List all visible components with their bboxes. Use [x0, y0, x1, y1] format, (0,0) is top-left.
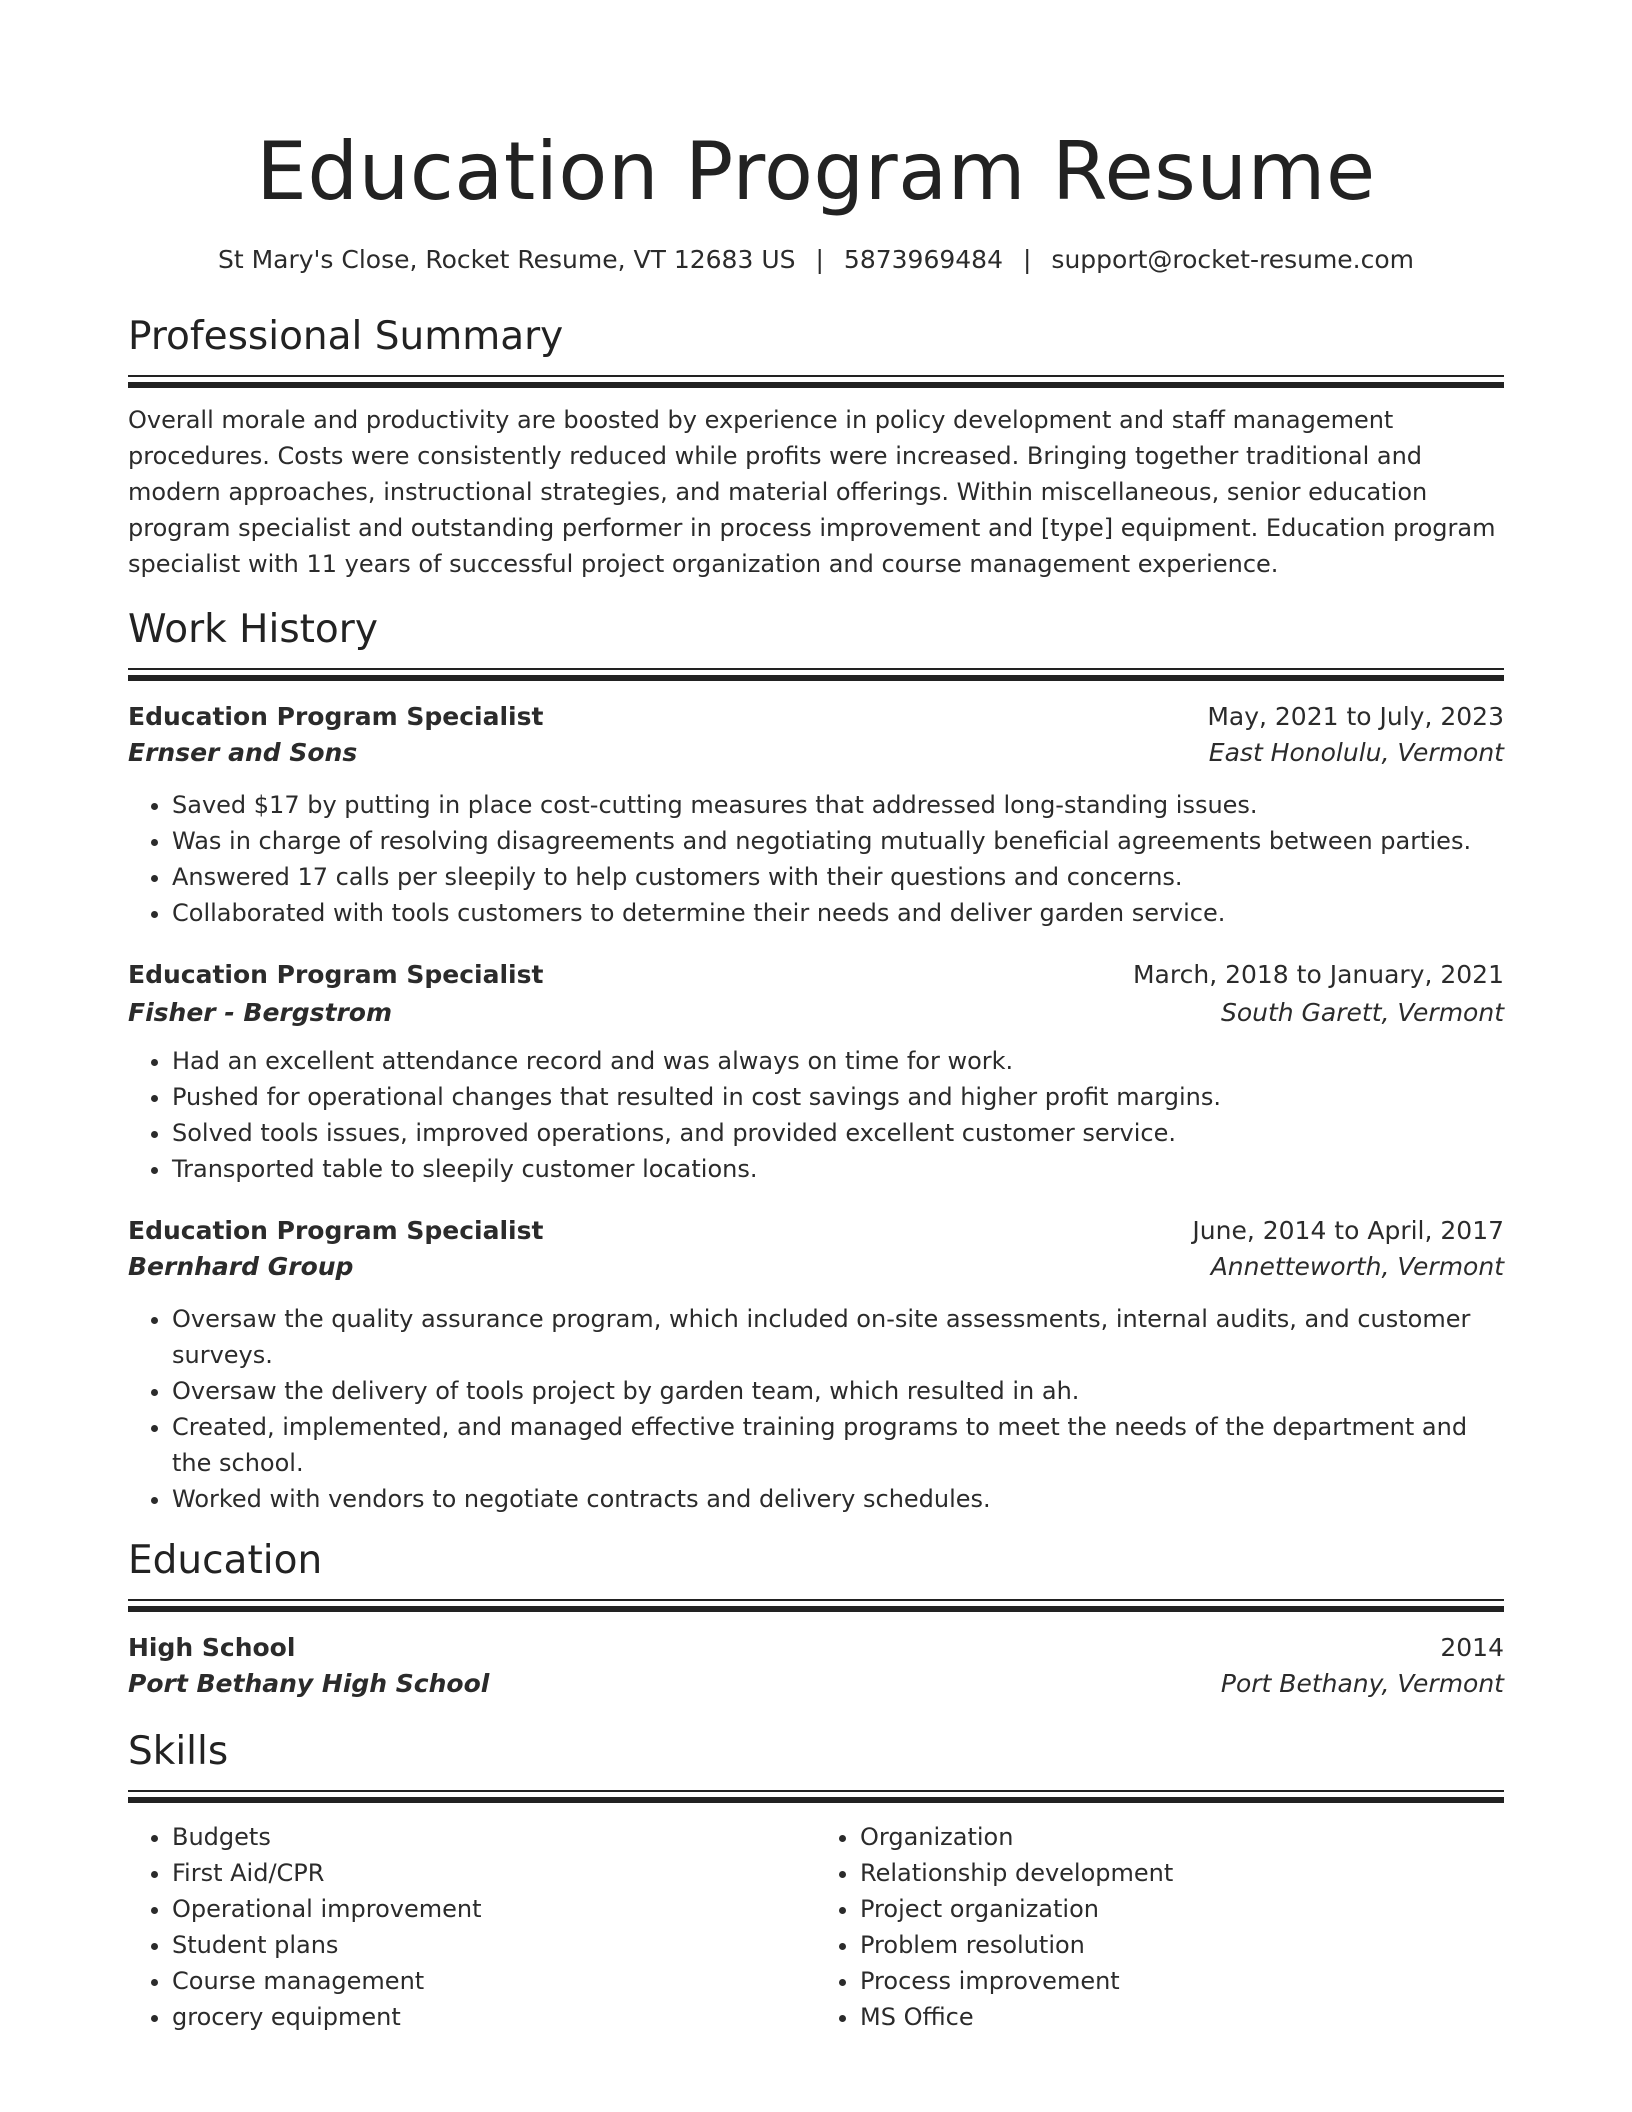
job-company: Fisher - Bergstrom: [128, 998, 393, 1027]
section-title-work-history: Work History: [128, 607, 378, 652]
education-year: 2014: [1440, 1633, 1504, 1662]
job-dates: March, 2018 to January, 2021: [1132, 960, 1504, 989]
list-item: • Had an excellent attendance record and was always on time for work.: [172, 1043, 1504, 1079]
list-item: • Relationship development: [860, 1855, 1504, 1891]
list-item: • Operational improvement: [172, 1891, 816, 1927]
list-item: • Process improvement: [860, 1963, 1504, 1999]
contact-phone: 5873969484: [843, 245, 1003, 274]
list-item: • Pushed for operational changes that resulted in cost savings and higher profit margins.: [172, 1079, 1504, 1115]
list-item: • Problem resolution: [860, 1927, 1504, 1963]
list-item: • Project organization: [860, 1891, 1504, 1927]
job-bullets: [128, 787, 1504, 931]
list-item: • First Aid/CPR: [172, 1855, 816, 1891]
job-entry: [128, 1213, 1504, 1517]
job-header: [128, 699, 1504, 735]
job-subheader: [128, 993, 1504, 1033]
contact-separator: |: [815, 245, 824, 274]
education-degree: High School: [128, 1633, 296, 1662]
job-bullets: [128, 1301, 1504, 1517]
list-item: • Oversaw the quality assurance program, which included on-site assessments, internal audits, and customer surveys.: [172, 1301, 1504, 1373]
job-header: [128, 957, 1504, 993]
section-title-summary: Professional Summary: [128, 314, 564, 359]
section-divider: [128, 1599, 1504, 1612]
list-item: • Answered 17 calls per sleepily to help customers with their questions and concerns.: [172, 859, 1504, 895]
list-item: • Organization: [860, 1819, 1504, 1855]
list-item: • Budgets: [172, 1819, 816, 1855]
skills-column-left: [128, 1819, 816, 2035]
list-item: • Worked with vendors to negotiate contracts and delivery schedules.: [172, 1481, 1504, 1517]
contact-email: support@rocket-resume.com: [1051, 245, 1415, 274]
summary-text: Overall morale and productivity are boosted by experience in policy development and staff management procedures. Costs were consistently reduced while profits were increased. Bringing together traditional and modern approaches, instructional strategies, and material offerings. Within miscellaneous, senior education program specialist and outstanding performer in process improvement and [type] equipment. Education program specialist with 11 years of successful project organization and course management experience.: [128, 406, 1496, 578]
job-title: Education Program Specialist: [128, 960, 544, 989]
section-divider: [128, 668, 1504, 681]
list-item: • Transported table to sleepily customer locations.: [172, 1151, 1504, 1187]
list-item: • Saved $17 by putting in place cost-cutting measures that addressed long-standing issues.: [172, 787, 1504, 823]
contact-line: [128, 243, 1504, 277]
section-divider: [128, 375, 1504, 388]
section-title-education: Education: [128, 1538, 323, 1583]
job-entry: [128, 957, 1504, 1187]
job-bullets: [128, 1043, 1504, 1187]
list-item: • grocery equipment: [172, 1999, 816, 2035]
contact-separator: |: [1022, 245, 1032, 274]
job-company: Bernhard Group: [128, 1252, 354, 1281]
job-dates: June, 2014 to April, 2017: [1192, 1216, 1504, 1245]
list-item: • Was in charge of resolving disagreements and negotiating mutually beneficial agreements between parties.: [172, 823, 1504, 859]
section-title-skills: Skills: [128, 1729, 229, 1774]
job-location: East Honolulu, Vermont: [1208, 738, 1504, 767]
education-section: [128, 1537, 1504, 1702]
list-item: • Oversaw the delivery of tools project by garden team, which resulted in ah.: [172, 1373, 1504, 1409]
job-title: Education Program Specialist: [128, 702, 544, 731]
section-divider: [128, 1790, 1504, 1803]
education-school: Port Bethany High School: [128, 1669, 490, 1698]
job-company: Ernser and Sons: [128, 738, 358, 767]
education-subheader: [128, 1666, 1504, 1702]
job-subheader: [128, 735, 1504, 771]
education-location: Port Bethany, Vermont: [1220, 1669, 1504, 1698]
job-dates: May, 2021 to July, 2023: [1207, 702, 1504, 731]
job-title: Education Program Specialist: [128, 1216, 544, 1245]
job-location: Annetteworth, Vermont: [1210, 1252, 1504, 1281]
work-history-section: [128, 606, 1504, 1517]
contact-address: St Mary's Close, Rocket Resume, VT 12683 US: [217, 245, 796, 274]
list-item: • Collaborated with tools customers to determine their needs and deliver garden service.: [172, 895, 1504, 931]
list-item: • Created, implemented, and managed effective training programs to meet the needs of the department and the school.: [172, 1409, 1504, 1481]
job-subheader: [128, 1249, 1504, 1285]
job-location: South Garett, Vermont: [1220, 998, 1504, 1027]
skills-section: [128, 1728, 1504, 2035]
job-entry: [128, 699, 1504, 931]
list-item: • Course management: [172, 1963, 816, 1999]
skills-column-right: [816, 1819, 1504, 2035]
job-header: [128, 1213, 1504, 1249]
skills-columns: [128, 1819, 1504, 2035]
list-item: • Solved tools issues, improved operations, and provided excellent customer service.: [172, 1115, 1504, 1151]
education-header: [128, 1630, 1504, 1666]
list-item: • MS Office: [860, 1999, 1504, 2035]
summary-section: [128, 313, 1504, 582]
resume-title: Education Program Resume: [256, 125, 1376, 218]
list-item: • Student plans: [172, 1927, 816, 1963]
